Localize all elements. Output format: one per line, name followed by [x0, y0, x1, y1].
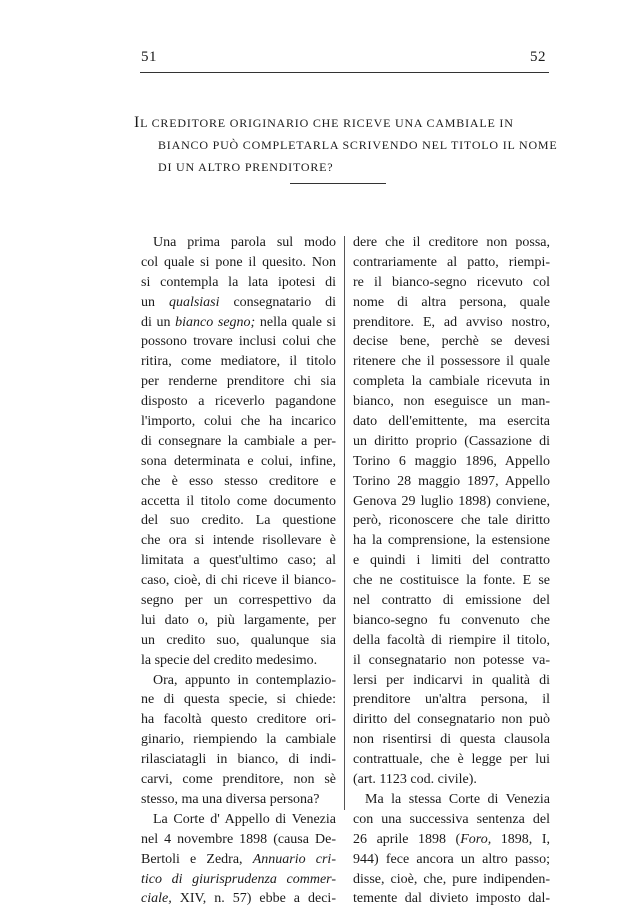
text-segment: XIV, n. 57) ebbe a deci- — [171, 891, 336, 907]
text-segment: sona determinata e colui, infine, — [141, 453, 336, 469]
text-line — [353, 690, 550, 710]
text-line — [141, 412, 336, 432]
text-segment: dere che il creditore non possa, — [353, 235, 550, 250]
text-segment: lui dato o, più largamente, per — [141, 612, 336, 628]
text-line — [141, 492, 336, 512]
text-segment: che è esso stesso creditore e — [141, 473, 336, 489]
text-line — [353, 313, 550, 333]
text-line — [353, 531, 550, 551]
text-line — [353, 850, 550, 870]
text-segment: Una prima parola sul modo — [153, 235, 336, 250]
text-line — [141, 611, 336, 631]
text-line — [353, 770, 550, 790]
text-segment: la specie del credito medesimo. — [141, 652, 318, 668]
text-line — [141, 810, 336, 830]
text-segment: contrattuale, che è legge per lui — [353, 752, 550, 768]
title-initial: I — [134, 114, 141, 131]
text-line — [141, 571, 336, 591]
text-segment: caso, cioè, di chi riceve il bianco- — [141, 573, 336, 589]
text-segment: decise bene, perchè se devesi — [353, 334, 550, 350]
text-segment: ritenere che il possessore il quale — [353, 354, 550, 370]
text-segment: di consegnare la cambiale a per- — [141, 433, 336, 449]
text-segment: Torino 6 maggio 1896, Appello — [353, 453, 550, 469]
text-segment: lersi per indicarvi in qualità di — [353, 672, 550, 688]
text-line — [141, 631, 336, 651]
text-segment: si contempla la lata ipotesi di — [141, 274, 336, 290]
text-segment: bianco, non eseguisce un man- — [353, 394, 550, 410]
text-segment: contrariamente al patto, riempi- — [353, 254, 550, 270]
text-segment: re il bianco-segno ricevuto col — [353, 274, 550, 290]
italic-text: Annuario cri- — [252, 851, 336, 867]
text-line — [353, 671, 550, 691]
text-line — [141, 730, 336, 750]
text-segment: 26 aprile 1898 ( — [353, 831, 461, 847]
text-line — [353, 492, 550, 512]
text-segment: però, riconoscere che tale diritto — [353, 513, 550, 529]
text-segment: ha la comprensione, la estensione — [353, 533, 550, 549]
page-number-right: 52 — [530, 49, 546, 65]
text-segment: nel 4 novembre 1898 (causa De- — [141, 831, 336, 847]
text-line — [353, 253, 550, 273]
text-segment: disse, cioè, che, pure indipenden- — [353, 871, 550, 887]
text-line — [141, 511, 336, 531]
text-segment: accetta il titolo come documento — [141, 493, 336, 509]
text-line — [141, 750, 336, 770]
text-segment: 944) fece ancora un altro passo; — [353, 851, 550, 867]
text-segment: (art. 1123 cod. civile). — [353, 772, 477, 788]
text-line — [141, 332, 336, 352]
text-segment: carvi, come prenditore, non sè — [141, 772, 336, 788]
text-segment: nella quale si — [255, 314, 336, 330]
italic-text: bianco segno; — [175, 314, 256, 330]
text-segment: ritira, come mediatore, il titolo — [141, 354, 336, 370]
text-line — [141, 830, 336, 850]
text-segment: consegnatario di — [219, 294, 337, 310]
text-segment: rilasciatagli in bianco, di indi- — [141, 752, 336, 768]
text-segment: possono trovare inclusi colui che — [141, 334, 336, 350]
text-line — [353, 870, 550, 890]
text-segment: bianco-segno fu convenuto che — [353, 612, 550, 628]
text-segment: completa la cambiale ricevuta in — [353, 374, 550, 390]
text-segment: diritto del consegnatario non può — [353, 712, 550, 728]
right-column — [353, 233, 550, 909]
text-line — [353, 233, 550, 253]
text-line — [353, 790, 550, 810]
title-line-2: BIANCO PUÒ COMPLETARLA SCRIVENDO NEL TITOLO IL NOME — [158, 138, 558, 152]
text-line — [141, 591, 336, 611]
text-segment: della facoltà di riempire il titolo, — [353, 632, 550, 648]
text-line — [353, 830, 550, 850]
text-line — [141, 790, 336, 810]
text-line — [353, 412, 550, 432]
text-segment: un diritto proprio (Cassazione di — [353, 433, 550, 449]
text-line — [141, 372, 336, 392]
text-segment: ha facoltà questo creditore ori- — [141, 712, 336, 728]
text-segment: prenditore un'altra persona, il — [353, 692, 550, 708]
text-line — [141, 472, 336, 492]
text-line — [141, 452, 336, 472]
text-line — [141, 313, 336, 333]
header-rule — [140, 72, 549, 73]
text-line — [353, 511, 550, 531]
text-line — [353, 472, 550, 492]
text-segment: nome di altra persona, quale — [353, 294, 550, 310]
page-number-left: 51 — [141, 49, 157, 65]
text-segment: ginario, riempiendo la cambiale — [141, 732, 336, 748]
text-line — [141, 352, 336, 372]
text-segment: 1898, I, — [491, 831, 550, 847]
text-line — [353, 571, 550, 591]
text-segment: il consegnatario non potesse va- — [353, 652, 550, 668]
text-line — [353, 611, 550, 631]
text-line — [141, 432, 336, 452]
text-segment: Genova 29 luglio 1898) conviene, — [353, 493, 550, 509]
text-segment: La Corte d' Appello di Venezia — [153, 811, 336, 827]
text-segment: un credito suo, qualunque sia — [141, 632, 336, 648]
title-line-1 — [134, 112, 554, 134]
text-line — [353, 293, 550, 313]
text-line — [353, 392, 550, 412]
text-segment: con una successiva sentenza del — [353, 811, 550, 827]
text-segment: Torino 28 maggio 1897, Appello — [353, 473, 550, 489]
section-title — [134, 112, 558, 178]
text-segment: per renderne prenditore chi sia — [141, 374, 336, 390]
text-line — [141, 531, 336, 551]
title-line-1-text: L CREDITORE ORIGINARIO CHE RICEVE UNA CAMBIALE IN — [140, 116, 514, 130]
title-rule — [290, 183, 386, 184]
text-line — [141, 253, 336, 273]
text-line — [353, 372, 550, 392]
text-line — [141, 293, 336, 313]
text-segment: stesso, ma una diversa persona? — [141, 791, 320, 807]
text-line — [353, 730, 550, 750]
text-line — [353, 591, 550, 611]
left-column — [141, 233, 336, 909]
text-segment: dato dell'emittente, ma esercita — [353, 414, 550, 430]
text-line — [141, 690, 336, 710]
text-segment: che ora si intende risollevare è — [141, 533, 336, 549]
italic-text: Foro, — [460, 831, 492, 847]
text-line — [141, 671, 336, 691]
text-line — [141, 233, 336, 253]
text-segment: ne di questa specie, si chiede: — [141, 692, 336, 708]
text-segment: col quale si pone il quesito. Non — [141, 254, 336, 270]
text-segment: un — [141, 294, 169, 310]
text-segment: limitata a quest'ultimo caso; al — [141, 553, 336, 569]
text-line — [353, 710, 550, 730]
text-line — [353, 273, 550, 293]
italic-text: qualsiasi — [168, 294, 220, 310]
text-segment: disposto a riceverlo pagandone — [141, 394, 336, 410]
text-line — [141, 651, 336, 671]
text-segment: l'importo, colui che ha incarico — [141, 414, 336, 430]
text-segment: e quindi i limiti del contratto — [353, 553, 550, 569]
text-segment: che ne costituisce la fonte. E se — [353, 573, 550, 589]
text-segment: Bertoli e Zedra, — [141, 851, 253, 867]
text-line — [141, 770, 336, 790]
text-line — [353, 332, 550, 352]
text-line — [353, 452, 550, 472]
text-line — [353, 551, 550, 571]
text-segment: segno per un correspettivo da — [141, 593, 336, 609]
text-segment: del suo credito. La questione — [141, 513, 336, 529]
text-line — [141, 551, 336, 571]
column-divider — [344, 236, 345, 810]
text-segment: nel contratto di emissione del — [353, 593, 550, 609]
text-line — [353, 352, 550, 372]
text-line — [353, 750, 550, 770]
text-line — [141, 710, 336, 730]
text-segment: Ma la stessa Corte di Venezia — [365, 791, 550, 807]
text-segment: prenditore. E, ad avviso nostro, — [353, 314, 550, 330]
italic-text: tico di giurisprudenza commer- — [141, 871, 336, 887]
text-line — [141, 870, 336, 890]
text-line — [141, 392, 336, 412]
text-line — [353, 810, 550, 830]
text-line — [141, 273, 336, 293]
text-segment: temente dal divieto imposto dal- — [353, 891, 550, 907]
text-segment: di un — [141, 314, 176, 330]
text-line — [353, 651, 550, 671]
text-segment: Ora, appunto in contemplazio- — [153, 672, 336, 688]
text-line — [141, 889, 336, 909]
text-line — [141, 850, 336, 870]
text-line — [353, 889, 550, 909]
text-line — [353, 631, 550, 651]
italic-text: ciale, — [141, 891, 172, 907]
title-line-3: DI UN ALTRO PRENDITORE? — [158, 160, 334, 174]
text-line — [353, 432, 550, 452]
text-segment: non risentirsi di questa clausola — [353, 732, 550, 748]
